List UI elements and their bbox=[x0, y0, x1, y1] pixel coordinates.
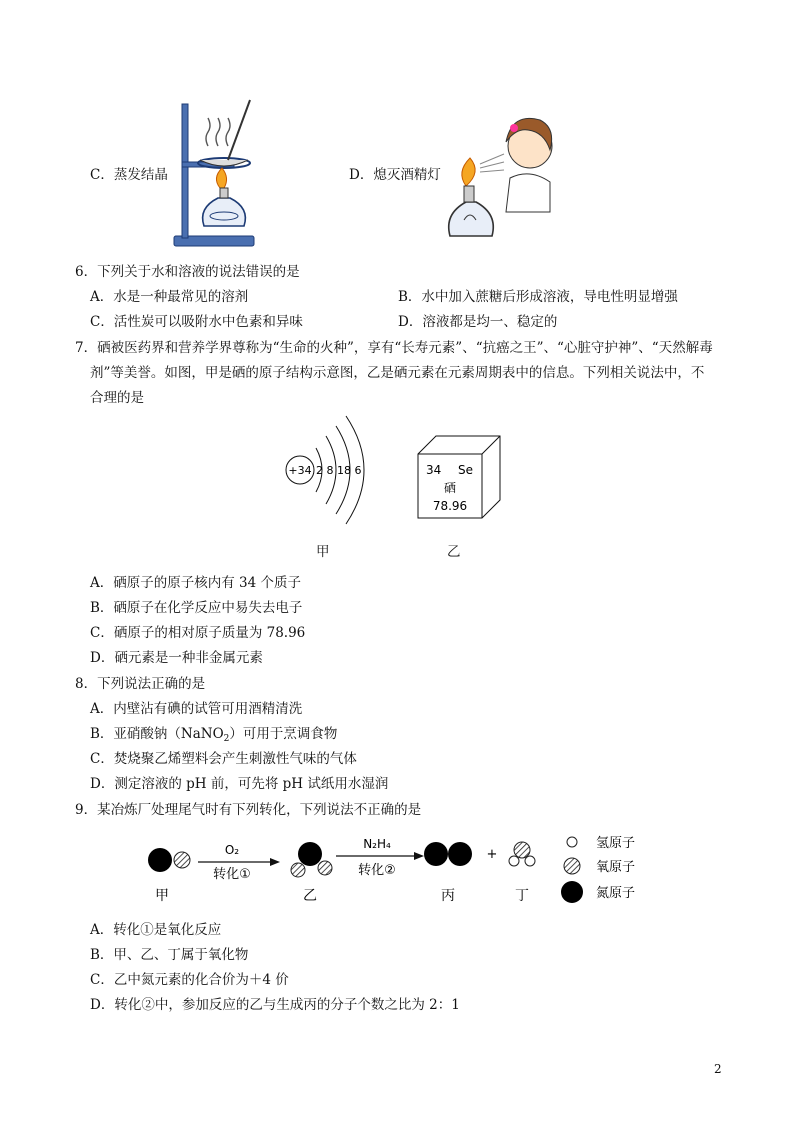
ding-o-atom bbox=[514, 842, 530, 858]
yi-o-atom-1 bbox=[291, 863, 305, 877]
q6-option-d: D．溶液都是均一、稳定的 bbox=[398, 314, 558, 330]
reaction-molecule-diagram bbox=[140, 828, 660, 914]
ding-h-atom-2 bbox=[525, 856, 535, 866]
bing-n-atom-1 bbox=[424, 842, 448, 866]
q7-option-d: D．硒元素是一种非金属元素 bbox=[90, 650, 263, 666]
q8-option-b: B．亚硝酸钠（NaNO$_2$）可用于烹调食物 bbox=[90, 726, 338, 744]
electron-shells: 2 8 18 6 bbox=[316, 464, 362, 477]
jia-o-atom bbox=[174, 852, 190, 868]
page-number: 2 bbox=[714, 1062, 722, 1076]
step1-label: 转化① bbox=[213, 867, 251, 882]
label-jia: 甲 bbox=[316, 544, 330, 560]
q7-stem-line3: 合理的是 bbox=[90, 390, 144, 406]
q9-option-a: A．转化①是氧化反应 bbox=[90, 922, 222, 938]
q9-option-c: C．乙中氮元素的化合价为＋4 价 bbox=[90, 972, 289, 988]
legend-n-label: 氮原子 bbox=[596, 886, 636, 901]
ding-h-atom-1 bbox=[509, 856, 519, 866]
q7-option-b: B．硒原子在化学反应中易失去电子 bbox=[90, 600, 303, 616]
evaporation-apparatus-illustration bbox=[168, 96, 268, 250]
nucleus-charge: +34 bbox=[288, 464, 312, 477]
q8-option-d: D．测定溶液的 pH 前，可先将 pH 试纸用水湿润 bbox=[90, 776, 389, 792]
bing-n-atom-2 bbox=[448, 842, 472, 866]
q9-option-b: B．甲、乙、丁属于氧化物 bbox=[90, 947, 249, 963]
reagent-o2: O₂ bbox=[224, 843, 240, 857]
q6-option-b: B．水中加入蔗糖后形成溶液，导电性明显增强 bbox=[398, 289, 678, 305]
legend-o-icon bbox=[564, 858, 580, 874]
jia-n-atom bbox=[148, 848, 172, 872]
cell-name: 硒 bbox=[443, 481, 457, 495]
q5-option-d: D．熄灭酒精灯 bbox=[349, 167, 441, 183]
cell-atomic-number: 34 bbox=[426, 463, 442, 477]
yi-o-atom-2 bbox=[318, 861, 332, 875]
q8-option-a: A．内壁沾有碘的试管可用酒精清洗 bbox=[90, 701, 303, 717]
selenium-atom-structure-diagram bbox=[280, 412, 390, 532]
q8-option-c: C．焚烧聚乙烯塑料会产生刺激性气味的气体 bbox=[90, 751, 357, 767]
reagent-n2h4: N₂H₄ bbox=[363, 837, 391, 851]
q6-option-a: A．水是一种最常见的溶剂 bbox=[90, 289, 249, 305]
q6-stem: 6．下列关于水和溶液的说法错误的是 bbox=[75, 264, 300, 280]
legend-o-label: 氧原子 bbox=[596, 860, 636, 875]
plus-sign: + bbox=[486, 847, 498, 862]
q9-stem: 9．某冶炼厂处理尾气时有下列转化，下列说法不正确的是 bbox=[75, 802, 422, 818]
step2-label: 转化② bbox=[358, 863, 396, 878]
legend-h-icon bbox=[567, 837, 577, 847]
q7-option-c: C．硒原子的相对原子质量为 78.96 bbox=[90, 625, 306, 641]
label-bing-9: 丙 bbox=[441, 888, 455, 904]
q7-stem-line1: 7．硒被医药界和营养学界尊称为“生命的火种”，享有“长寿元素”、“抗癌之王”、“心脏守护神”、“天然解毒 bbox=[75, 340, 713, 356]
legend-n-icon bbox=[561, 881, 583, 903]
q7-option-a: A．硒原子的原子核内有 34 个质子 bbox=[90, 575, 302, 591]
label-jia-9: 甲 bbox=[155, 888, 169, 904]
label-ding-9: 丁 bbox=[515, 888, 529, 904]
periodic-table-cell-selenium bbox=[414, 432, 504, 522]
extinguish-alcohol-lamp-illustration bbox=[440, 108, 560, 248]
q7-stem-line2: 剂”等美誉。如图，甲是硒的原子结构示意图，乙是硒元素在元素周期表中的信息。下列相关说法中，不 bbox=[90, 365, 705, 381]
q8-stem: 8．下列说法正确的是 bbox=[75, 676, 206, 692]
label-yi-9: 乙 bbox=[303, 888, 317, 904]
q9-option-d: D．转化②中，参加反应的乙与生成丙的分子个数之比为 2：1 bbox=[90, 997, 460, 1013]
yi-n-atom bbox=[298, 842, 322, 866]
label-yi: 乙 bbox=[447, 544, 461, 560]
q6-option-c: C．活性炭可以吸附水中色素和异味 bbox=[90, 314, 303, 330]
cell-mass: 78.96 bbox=[432, 499, 468, 513]
legend-h-label: 氢原子 bbox=[596, 836, 636, 851]
q5-option-c: C．蒸发结晶 bbox=[90, 167, 168, 183]
cell-symbol: Se bbox=[458, 463, 473, 477]
